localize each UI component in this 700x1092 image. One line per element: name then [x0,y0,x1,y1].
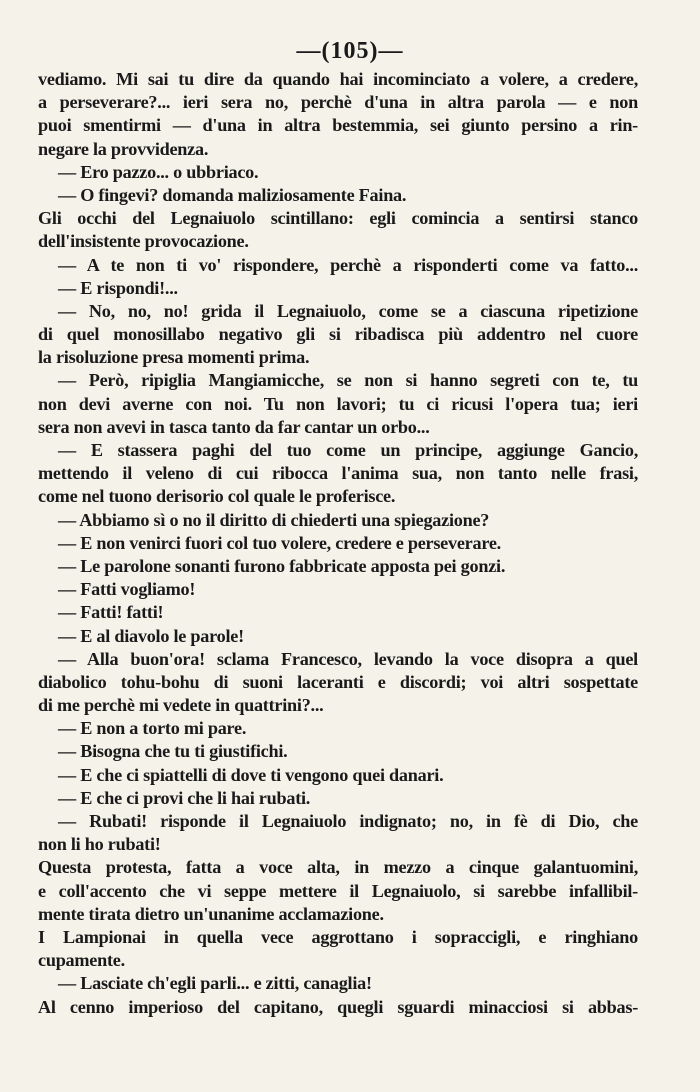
text-line: di quel monosillabo negativo gli si ribadisca più addentro nel cuore [38,324,638,345]
text-line: — Lasciate ch'egli parli... e zitti, canaglia! [58,973,372,994]
text-line: — Ero pazzo... o ubbriaco. [58,161,259,182]
text-line: Questa protesta, fatta a voce alta, in mezzo a cinque galantuomini, [38,857,638,878]
text-line: — A te non ti vo' rispondere, perchè a risponderti come va fatto... [58,254,638,275]
page-number: —(105)— [296,38,404,64]
text-line: non li ho rubati! [38,834,161,855]
text-line: come nel tuono derisorio col quale le proferisce. [38,486,396,507]
text-line: — E al diavolo le parole! [58,625,244,646]
text-line: negare la provvidenza. [38,138,209,159]
text-line: non devi averne con noi. Tu non lavori; tu ci ricusi l'opera tua; ieri [38,393,638,414]
text-line: — Però, ripiglia Mangiamicche, se non si hanno segreti con te, tu [58,370,638,391]
text-line: — Fatti vogliamo! [58,579,196,600]
text-line: — Le parolone sonanti furono fabbricate apposta pei gonzi. [58,555,506,576]
text-line: — E stassera paghi del tuo come un principe, aggiunge Gancio, [58,440,638,460]
text-line: I Lampionai in quella vece aggrottano i sopraccigli, e ringhiano [38,926,638,947]
body-text [38,68,638,1019]
text-line: mettendo il veleno di cui ribocca l'anima sua, non tanto nelle frasi, [38,463,638,484]
text-line: Al cenno imperioso del capitano, quegli sguardi minacciosi si abbas- [38,996,638,1017]
text-line: diabolico tohu-bohu di suoni laceranti e discordi; voi altri sospettate [38,671,638,692]
text-line: la risoluzione presa momenti prima. [38,347,310,368]
text-line: sera non avevi in tasca tanto da far cantar un orbo... [38,416,430,437]
text-line: e coll'accento che vi seppe mettere il Legnaiuolo, si sarebbe infallibil- [38,880,638,901]
text-line: puoi smentirmi — d'una in altra bestemmia, sei giunto persino a rin- [38,115,638,136]
text-line: — E non a torto mi pare. [58,718,247,739]
text-line: mente tirata dietro un'unanime acclamazione. [38,903,384,924]
text-line: dell'insistente provocazione. [38,231,249,252]
text-line: Gli occhi del Legnaiuolo scintillano: egli comincia a sentirsi stanco [38,208,638,229]
text-line: cupamente. [38,950,125,971]
text-line: — Rubati! risponde il Legnaiuolo indignato; no, in fè di Dio, che [58,811,638,831]
text-line: a perseverare?... ieri sera no, perchè d'una in altra parola — e non [38,92,638,113]
text-line: — Alla buon'ora! sclama Francesco, levando la voce disopra a quel [58,648,638,669]
text-line: — E che ci provi che li hai rubati. [58,787,311,808]
text-line: — Abbiamo sì o no il diritto di chiederti una spiegazione? [58,509,490,530]
text-line: — E che ci spiattelli di dove ti vengono quei danari. [58,764,444,785]
text-line: — No, no, no! grida il Legnaiuolo, come se a ciascuna ripetizione [58,300,638,321]
text-line: — Fatti! fatti! [58,602,164,623]
text-line: vediamo. Mi sai tu dire da quando hai incominciato a volere, a credere, [38,69,638,89]
text-line: di me perchè mi vedete in quattrini?... [38,695,324,716]
text-line: — Bisogna che tu ti giustifichi. [58,741,288,762]
text-line: — O fingevi? domanda maliziosamente Faina. [58,184,407,205]
text-line: — E non venirci fuori col tuo volere, credere e perseverare. [58,532,501,553]
text-line: — E rispondi!... [58,277,178,298]
